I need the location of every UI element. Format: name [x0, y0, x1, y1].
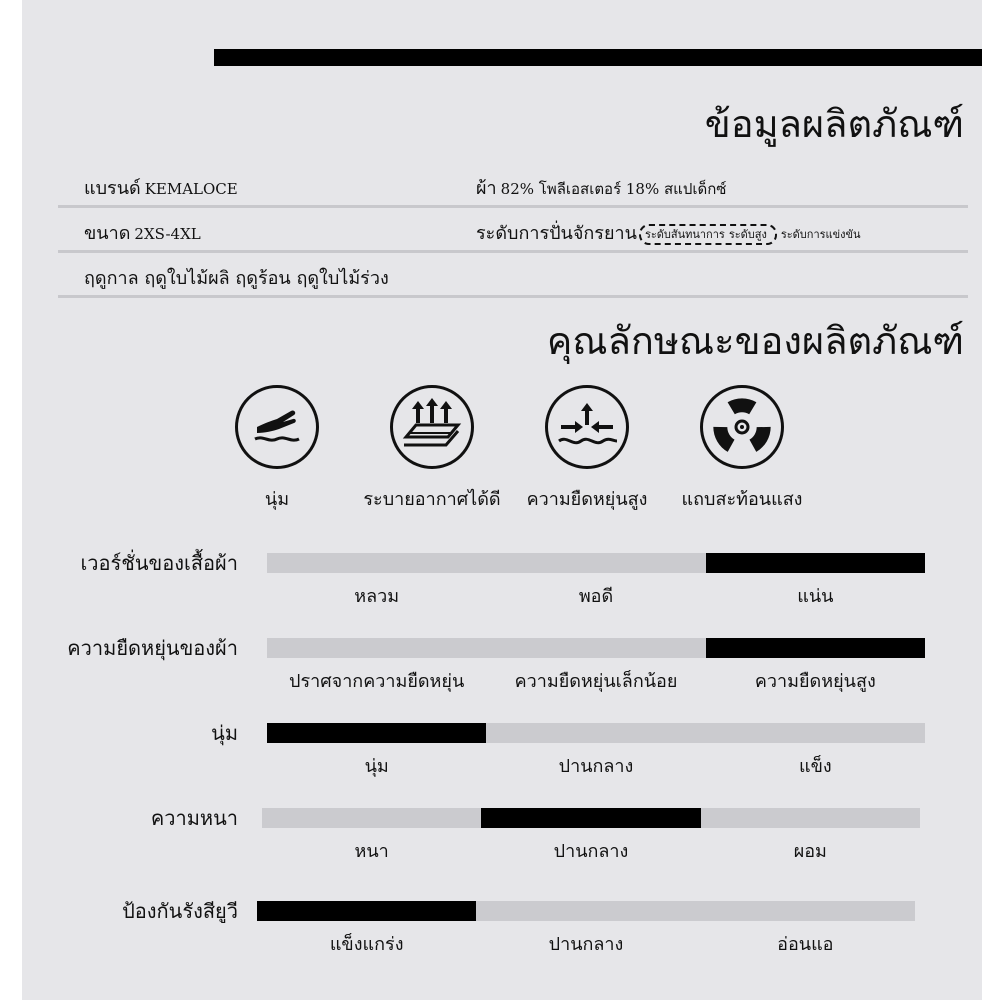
scale-option-label: หลวม — [354, 586, 400, 607]
scale-option-label: ความยืดหยุ่นเล็กน้อย — [514, 671, 678, 692]
fabric-label: ผ้า — [476, 178, 497, 199]
feature-breathable — [342, 385, 522, 513]
feature-label: นุ่ม — [264, 489, 290, 510]
scale-option-label: พอดี — [578, 586, 614, 607]
scale-title: เวอร์ชั่นของเสื้อผ้า — [80, 551, 238, 575]
size-value: 2XS-4XL — [134, 225, 201, 243]
brand-label: แบรนด์ — [84, 178, 141, 199]
scale-track — [267, 638, 925, 658]
scale-option-label: ความยืดหยุ่นสูง — [754, 671, 876, 692]
feature-label: แถบสะท้อนแสง — [681, 489, 803, 510]
fabric-cell — [476, 173, 726, 202]
scale-selected-segment — [267, 723, 486, 743]
scale-option-label: หนา — [354, 841, 389, 862]
feature-stretch — [497, 385, 677, 513]
cycling-level-option-high: ระดับสูง — [728, 228, 767, 241]
scale-option-label: ปานกลาง — [558, 756, 634, 777]
size-label: ขนาด — [84, 223, 131, 244]
scale-option-label: แน่น — [797, 586, 834, 607]
product-spec-panel — [22, 0, 982, 1000]
scale-title: ความยืดหยุ่นของผ้า — [67, 636, 238, 660]
feature-reflective — [652, 385, 832, 513]
info-row-season — [58, 255, 968, 298]
scale-title: ความหนา — [150, 806, 238, 830]
scale-selected-segment — [481, 808, 700, 828]
scale-selected-segment — [706, 553, 925, 573]
hand-wave-icon — [235, 385, 319, 469]
breathable-arrows-icon — [390, 385, 474, 469]
cycling-level-selected-box — [639, 224, 777, 245]
cycling-level-options — [639, 225, 865, 243]
size-cell — [84, 218, 201, 247]
scale-option-label: นุ่ม — [364, 756, 389, 777]
scale-title: ป้องกันรังสียูวี — [122, 899, 238, 923]
feature-label: ความยืดหยุ่นสูง — [526, 489, 648, 510]
product-info-heading: ข้อมูลผลิตภัณฑ์ — [704, 102, 964, 146]
info-row-size-level — [58, 210, 968, 253]
brand-value: KEMALOCE — [144, 180, 238, 198]
product-features-heading: คุณลักษณะของผลิตภัณฑ์ — [546, 319, 964, 363]
scale-option-label: ปานกลาง — [548, 934, 624, 955]
scale-option-label: ปานกลาง — [553, 841, 629, 862]
info-row-brand-fabric — [58, 165, 968, 208]
feature-soft — [187, 385, 367, 513]
scale-option-label: แข็ง — [798, 756, 832, 777]
scale-option-label: อ่อนแอ — [777, 934, 834, 955]
feature-icons — [22, 385, 982, 515]
scale-row — [22, 808, 982, 878]
stretch-arrows-icon — [545, 385, 629, 469]
scale-track — [262, 808, 920, 828]
scale-track — [267, 723, 925, 743]
scale-row — [22, 553, 982, 623]
brand-cell — [84, 173, 238, 202]
cycling-level-label: ระดับการปั่นจักรยาน — [476, 223, 637, 244]
cycling-level-option-competition: ระดับการแข่งขัน — [780, 228, 861, 241]
fabric-value: 82% โพลีเอสเตอร์ 18% สแปเด็กซ์ — [500, 180, 727, 198]
feature-label: ระบายอากาศได้ดี — [363, 489, 501, 510]
scale-track — [267, 553, 925, 573]
scale-option-label: ผอม — [793, 841, 827, 862]
cycling-level-cell — [476, 218, 865, 247]
season-cell: ฤดูกาล ฤดูใบไม้ผลิ ฤดูร้อน ฤดูใบไม้ร่วง — [84, 268, 389, 289]
radiation-reflect-icon — [700, 385, 784, 469]
scale-row — [22, 638, 982, 708]
top-divider-bar — [214, 49, 982, 66]
scale-track — [257, 901, 915, 921]
scale-row — [22, 901, 982, 971]
scale-option-label: ปราศจากความยืดหยุ่น — [289, 671, 465, 692]
scale-row — [22, 723, 982, 793]
cycling-level-option-recreational: ระดับสันทนาการ — [644, 228, 725, 241]
scale-title: นุ่ม — [211, 721, 238, 745]
scale-selected-segment — [706, 638, 925, 658]
scale-option-label: แข็งแกร่ง — [329, 934, 404, 955]
scale-selected-segment — [257, 901, 476, 921]
